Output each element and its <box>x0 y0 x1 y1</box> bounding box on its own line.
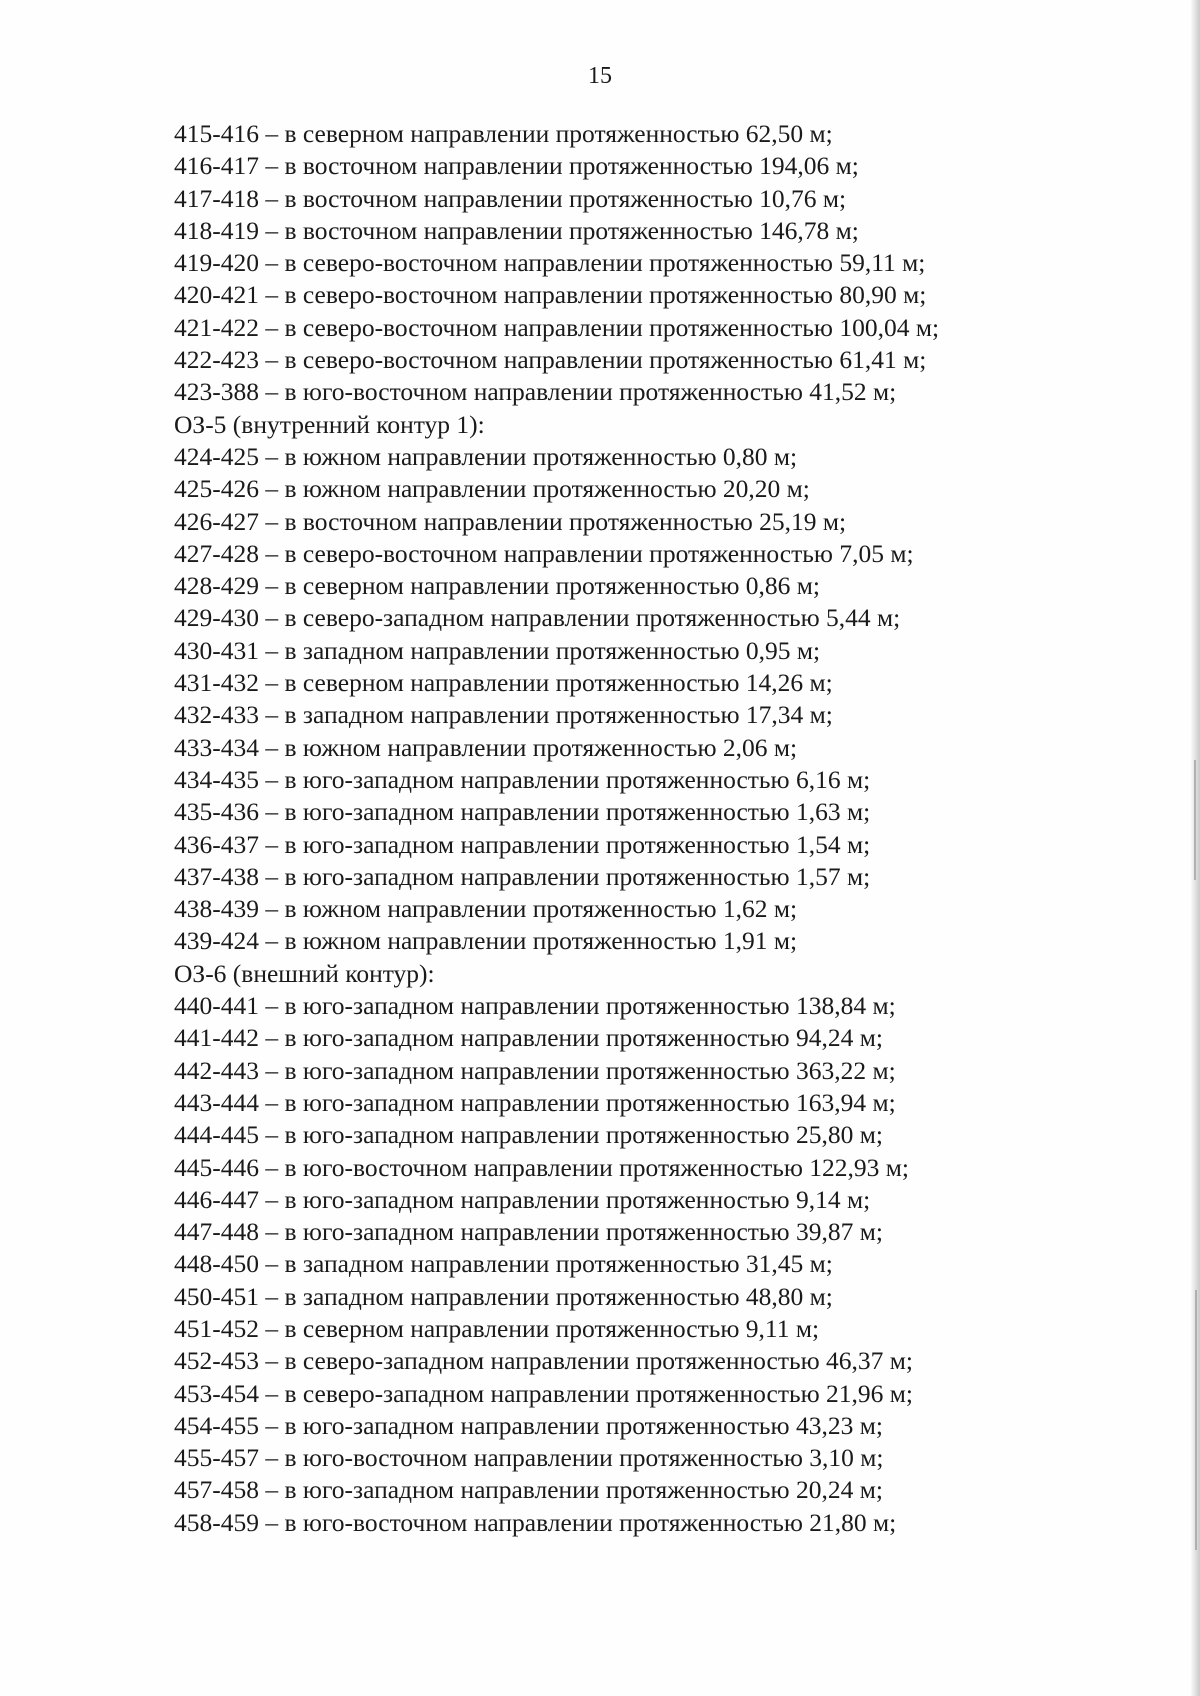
scan-artifact <box>1194 760 1196 880</box>
list-item: 428-429 – в северном направлении протяженностью 0,86 м; <box>174 571 821 601</box>
list-item: 447-448 – в юго-западном направлении протяженностью 39,87 м; <box>174 1217 883 1247</box>
list-item: 440-441 – в юго-западном направлении протяженностью 138,84 м; <box>174 991 896 1021</box>
list-item: 445-446 – в юго-восточном направлении протяженностью 122,93 м; <box>174 1152 910 1182</box>
list-item: 439-424 – в южном направлении протяженностью 1,91 м; <box>174 926 798 956</box>
list-item: 420-421 – в северо-восточном направлении протяженностью 80,90 м; <box>174 280 927 310</box>
list-item: 453-454 – в северо-западном направлении протяженностью 21,96 м; <box>174 1378 913 1408</box>
list-item: 450-451 – в западном направлении протяженностью 48,80 м; <box>174 1281 833 1311</box>
boundary-description-list <box>174 118 1134 1539</box>
list-item: 426-427 – в восточном направлении протяженностью 25,19 м; <box>174 506 847 536</box>
list-item: 425-426 – в южном направлении протяженностью 20,20 м; <box>174 474 810 504</box>
list-item: 435-436 – в юго-западном направлении протяженностью 1,63 м; <box>174 797 871 827</box>
list-item: 415-416 – в северном направлении протяженностью 62,50 м; <box>174 119 833 148</box>
list-item: 424-425 – в южном направлении протяженностью 0,80 м; <box>174 441 798 471</box>
scan-artifact <box>1195 1290 1197 1550</box>
list-item: 452-453 – в северо-западном направлении протяженностью 46,37 м; <box>174 1346 913 1376</box>
list-item: 441-442 – в юго-западном направлении протяженностью 94,24 м; <box>174 1023 883 1053</box>
list-item: 443-444 – в юго-западном направлении протяженностью 163,94 м; <box>174 1087 896 1117</box>
list-item: 446-447 – в юго-западном направлении протяженностью 9,14 м; <box>174 1184 871 1214</box>
list-item: 444-445 – в юго-западном направлении протяженностью 25,80 м; <box>174 1120 883 1150</box>
list-item: 416-417 – в восточном направлении протяженностью 194,06 м; <box>174 151 859 181</box>
section-heading-oz5: ОЗ-5 (внутренний контур 1): <box>174 409 485 439</box>
list-item: 430-431 – в западном направлении протяженностью 0,95 м; <box>174 635 821 665</box>
list-item: 437-438 – в юго-западном направлении протяженностью 1,57 м; <box>174 861 871 891</box>
list-item: 419-420 – в северо-восточном направлении протяженностью 59,11 м; <box>174 248 926 278</box>
list-item: 457-458 – в юго-западном направлении протяженностью 20,24 м; <box>174 1475 883 1505</box>
list-item: 448-450 – в западном направлении протяженностью 31,45 м; <box>174 1249 833 1279</box>
list-item: 458-459 – в юго-восточном направлении протяженностью 21,80 м; <box>174 1507 897 1537</box>
list-item: 417-418 – в восточном направлении протяженностью 10,76 м; <box>174 183 847 213</box>
list-item: 442-443 – в юго-западном направлении протяженностью 363,22 м; <box>174 1055 896 1085</box>
list-item: 451-452 – в северном направлении протяженностью 9,11 м; <box>174 1313 820 1343</box>
list-item: 454-455 – в юго-западном направлении протяженностью 43,23 м; <box>174 1410 883 1440</box>
list-item: 438-439 – в южном направлении протяженностью 1,62 м; <box>174 894 798 924</box>
page-number: 15 <box>588 63 612 89</box>
list-item: 433-434 – в южном направлении протяженностью 2,06 м; <box>174 732 798 762</box>
list-item: 436-437 – в юго-западном направлении протяженностью 1,54 м; <box>174 829 871 859</box>
list-item: 423-388 – в юго-восточном направлении протяженностью 41,52 м; <box>174 377 897 407</box>
section-heading-oz6: ОЗ-6 (внешний контур): <box>174 958 435 988</box>
list-item: 421-422 – в северо-восточном направлении протяженностью 100,04 м; <box>174 312 940 342</box>
list-item: 434-435 – в юго-западном направлении протяженностью 6,16 м; <box>174 764 871 794</box>
list-item: 427-428 – в северо-восточном направлении протяженностью 7,05 м; <box>174 538 914 568</box>
list-item: 432-433 – в западном направлении протяженностью 17,34 м; <box>174 700 833 730</box>
list-item: 422-423 – в северо-восточном направлении протяженностью 61,41 м; <box>174 345 927 375</box>
list-item: 455-457 – в юго-восточном направлении протяженностью 3,10 м; <box>174 1443 884 1473</box>
list-item: 431-432 – в северном направлении протяженностью 14,26 м; <box>174 668 833 698</box>
list-item: 429-430 – в северо-западном направлении протяженностью 5,44 м; <box>174 603 901 633</box>
list-item: 418-419 – в восточном направлении протяженностью 146,78 м; <box>174 215 859 245</box>
